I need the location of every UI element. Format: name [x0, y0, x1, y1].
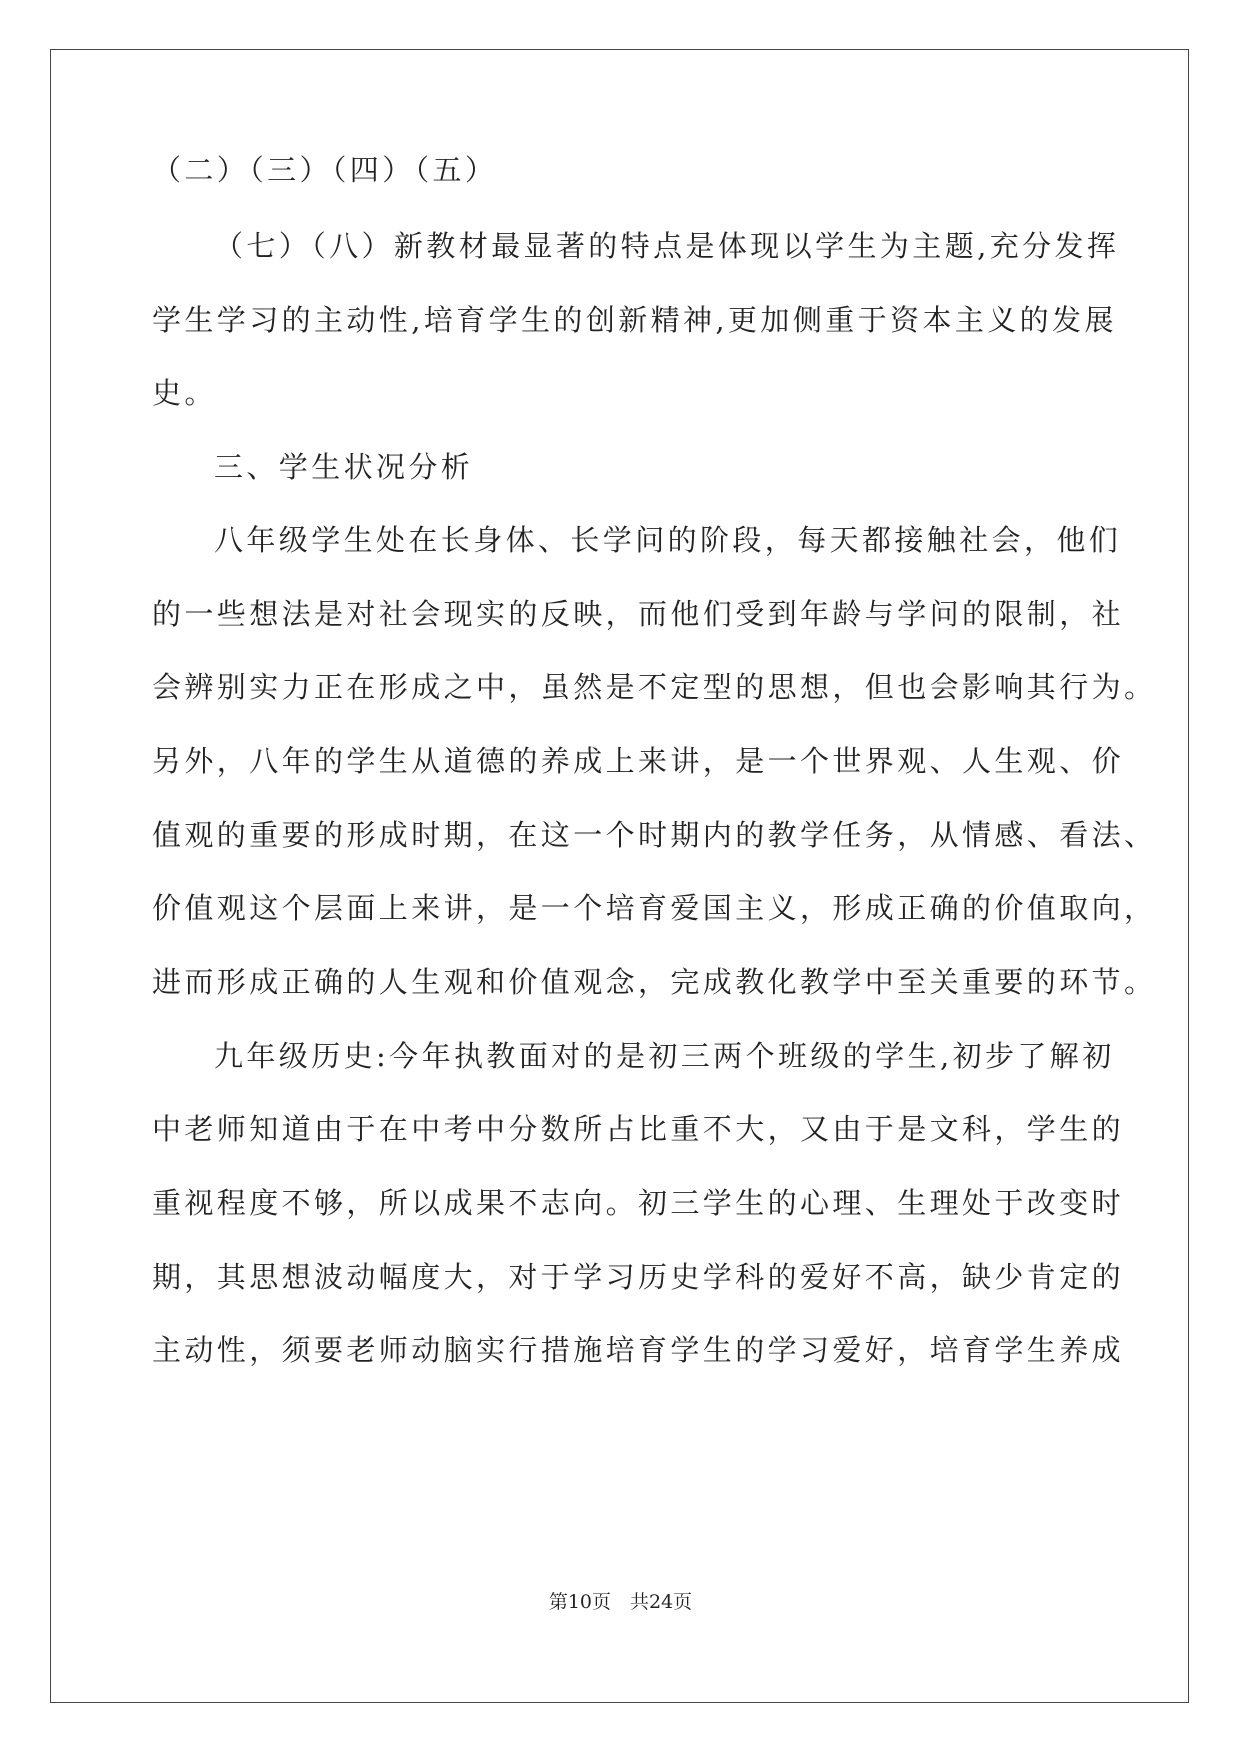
- text-line: 价值观这个层面上来讲，是一个培育爱国主义，形成正确的价值取向，: [152, 891, 1157, 925]
- text-line: 史。: [152, 376, 217, 410]
- text-line: 进而形成正确的人生观和价值观念，完成教化教学中至关重要的环节。: [152, 965, 1157, 999]
- text-line: 会辨别实力正在形成之中，虽然是不定型的思想，但也会影响其行为。: [152, 670, 1157, 704]
- text-line: 主动性，须要老师动脑实行措施培育学生的学习爱好，培育学生养成: [152, 1333, 1125, 1367]
- text-line: （二）（三）（四）（五）: [152, 153, 498, 187]
- page-number-footer: 第10页 共24页: [548, 1591, 693, 1613]
- text-line: 中老师知道由于在中考中分数所占比重不大，又由于是文科，学生的: [152, 1112, 1125, 1146]
- text-line: 另外，八年的学生从道德的养成上来讲，是一个世界观、人生观、价: [152, 744, 1125, 778]
- text-line: 期，其思想波动幅度大，对于学习历史学科的爱好不高，缺少肯定的: [152, 1260, 1125, 1294]
- text-line: 重视程度不够，所以成果不志向。初三学生的心理、生理处于改变时: [152, 1186, 1125, 1220]
- text-line: 值观的重要的形成时期，在这一个时期内的教学任务，从情感、看法、: [152, 818, 1157, 852]
- text-line: 八年级学生处在长身体、长学问的阶段，每天都接触社会，他们: [214, 523, 1122, 557]
- text-line: 九年级历史:今年执教面对的是初三两个班级的学生,初步了解初: [214, 1039, 1115, 1073]
- text-line: 的一些想法是对社会现实的反映，而他们受到年龄与学问的限制，社: [152, 597, 1125, 631]
- section-heading: 三、学生状况分析: [214, 450, 474, 484]
- text-line: 学生学习的主动性,培育学生的创新精神,更加侧重于资本主义的发展: [152, 303, 1117, 337]
- page-border: [50, 49, 1189, 1703]
- text-line: （七）（八）新教材最显著的特点是体现以学生为主题,充分发挥: [214, 229, 1120, 263]
